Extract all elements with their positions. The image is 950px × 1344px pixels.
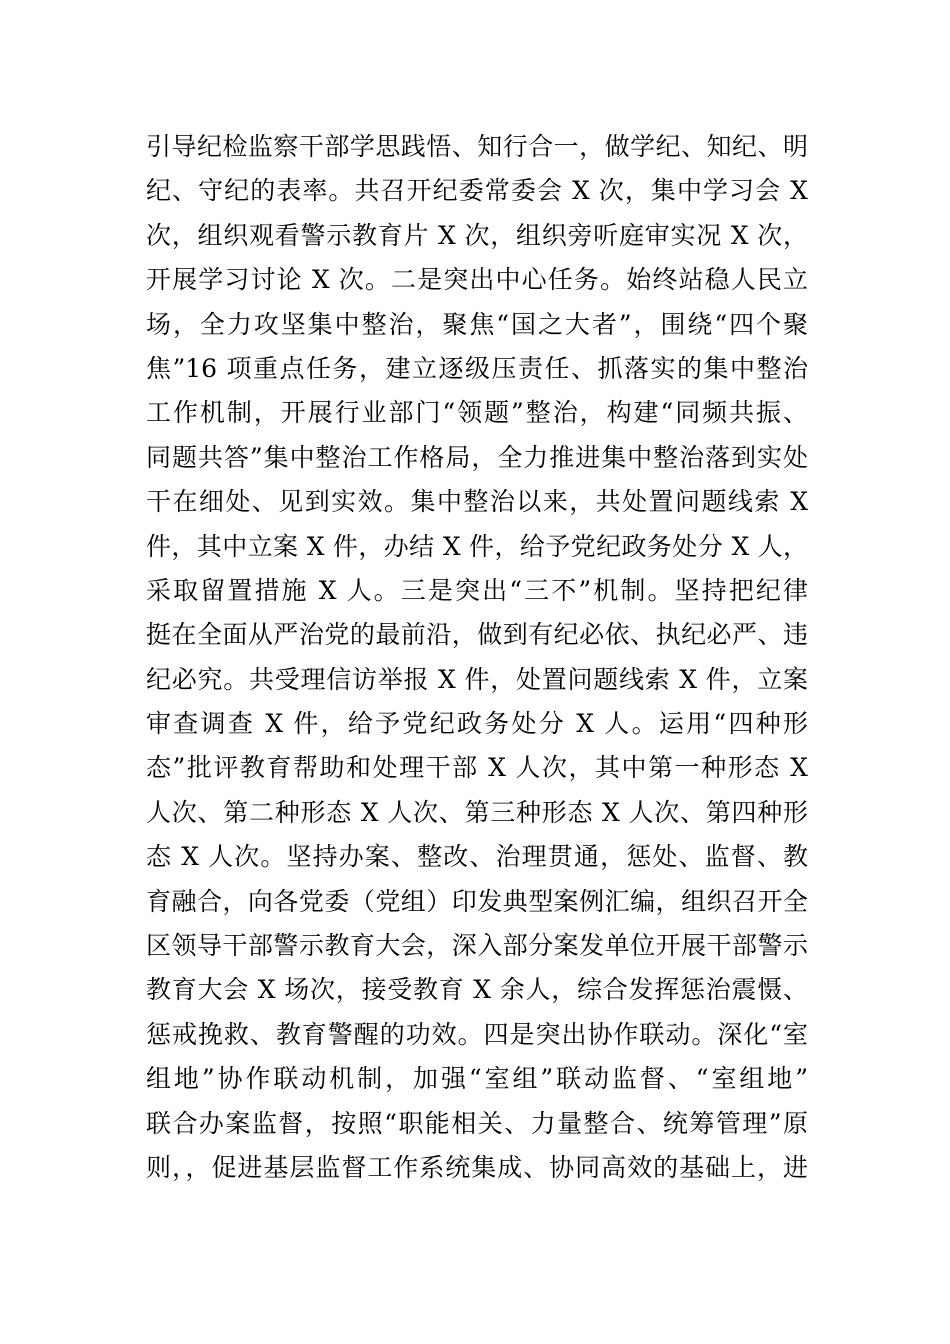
text-line: 次，组织观看警示教育片 X 次，组织旁听庭审实况 X 次， (146, 220, 808, 250)
text-line: 教育大会 X 场次，接受教育 X 余人，综合发挥惩治震慑、 (146, 975, 808, 1005)
text-line: 纪必究。共受理信访举报 X 件，处置问题线索 X 件，立案 (146, 664, 808, 694)
body-paragraph (146, 125, 808, 1190)
text-line: 态”批评教育帮助和处理干部 X 人次，其中第一种形态 X (146, 753, 808, 783)
text-line: 惩戒挽救、教育警醒的功效。四是突出协作联动。深化“室 (146, 1019, 808, 1049)
text-line: 人次、第二种形态 X 人次、第三种形态 X 人次、第四种形 (146, 797, 808, 827)
text-line: 引导纪检监察干部学思践悟、知行合一，做学纪、知纪、明 (146, 132, 808, 161)
text-line: 育融合，向各党委（党组）印发典型案例汇编，组织召开全 (146, 886, 808, 916)
text-line: 场，全力攻坚集中整治，聚焦“国之大者”，围绕“四个聚 (146, 309, 808, 339)
text-line: 开展学习讨论 X 次。二是突出中心任务。始终站稳人民立 (146, 265, 808, 295)
text-line: 则，，促进基层监督工作系统集成、协同高效的基础上，进 (146, 1152, 808, 1182)
text-line: 区领导干部警示教育大会，深入部分案发单位开展干部警示 (146, 931, 808, 961)
text-line: 联合办案监督，按照“职能相关、力量整合、统筹管理”原 (146, 1108, 808, 1138)
text-line: 审查调查 X 件，给予党纪政务处分 X 人。运用“四种形 (146, 709, 808, 739)
text-line: 态 X 人次。坚持办案、整改、治理贯通，惩处、监督、教 (146, 842, 808, 872)
text-line: 工作机制，开展行业部门“领题”整治，构建“同频共振、 (146, 398, 808, 428)
text-line: 件，其中立案 X 件，办结 X 件，给予党纪政务处分 X 人， (146, 531, 808, 561)
text-line: 采取留置措施 X 人。三是突出“三不”机制。坚持把纪律 (146, 575, 808, 605)
text-line: 纪、守纪的表率。共召开纪委常委会 X 次，集中学习会 X (146, 176, 808, 206)
text-line: 干在细处、见到实效。集中整治以来，共处置问题线索 X (146, 487, 808, 517)
text-line: 挺在全面从严治党的最前沿，做到有纪必依、执纪必严、违 (146, 620, 808, 650)
text-line: 同题共答”集中整治工作格局，全力推进集中整治落到实处 (146, 442, 808, 472)
text-line: 焦”16 项重点任务，建立逐级压责任、抓落实的集中整治 (146, 353, 808, 383)
text-line: 组地”协作联动机制，加强“室组”联动监督、“室组地” (146, 1064, 808, 1094)
